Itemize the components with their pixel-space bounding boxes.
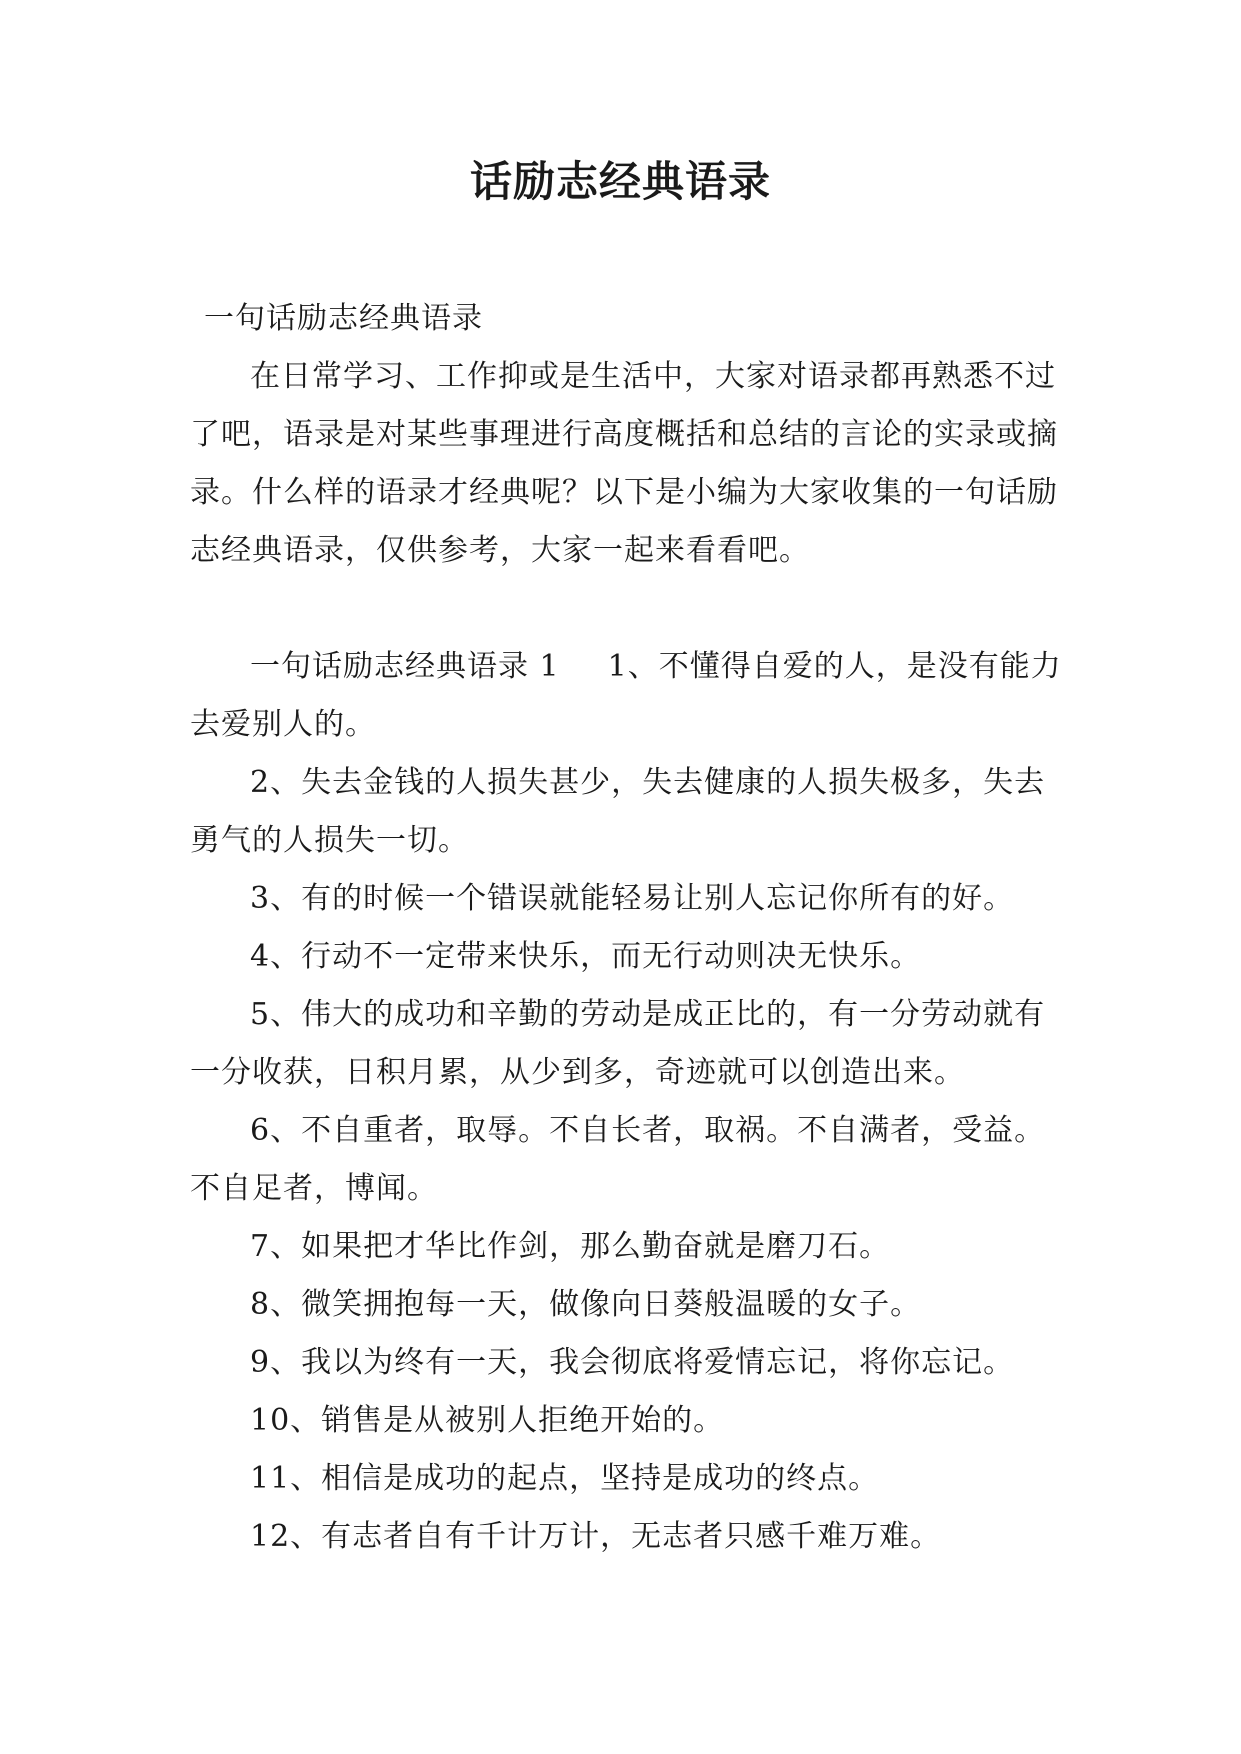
- section-heading: 一句话励志经典语录 1: [250, 649, 560, 684]
- quote-8: 8、微笑拥抱每一天，做像向日葵般温暖的女子。: [250, 1287, 922, 1322]
- intro-paragraph: 在日常学习、工作抑或是生活中，大家对语录都再熟悉不过了吧，语录是对某些事理进行高度概括和总结的言论的实录或摘录。什么样的语录才经典呢？以下是小编为大家收集的一句话励志经典语录，仅供参考，大家一起来看看吧。: [190, 359, 1058, 568]
- quote-12: 12、有志者自有千计万计，无志者只感千难万难。: [250, 1519, 942, 1554]
- quote-1: 1、不懂得自爱的人，是没有能力去爱别人的。: [190, 649, 1062, 742]
- quote-4: 4、行动不一定带来快乐，而无行动则决无快乐。: [250, 939, 922, 974]
- quote-3: 3、有的时候一个错误就能轻易让别人忘记你所有的好。: [250, 881, 1015, 916]
- section-first-paragraph: [190, 638, 1070, 754]
- document-body: [190, 290, 1070, 1566]
- quote-9: 9、我以为终有一天，我会彻底将爱情忘记，将你忘记。: [250, 1345, 1015, 1380]
- quote-6: 6、不自重者，取辱。不自长者，取祸。不自满者，受益。不自足者，博闻。: [190, 1113, 1046, 1206]
- quote-2: 2、失去金钱的人损失甚少，失去健康的人损失极多，失去勇气的人损失一切。: [190, 765, 1046, 858]
- quote-10: 10、销售是从被别人拒绝开始的。: [250, 1403, 725, 1438]
- quote-5: 5、伟大的成功和辛勤的劳动是成正比的，有一分劳动就有一分收获，日积月累，从少到多，奇迹就可以创造出来。: [190, 997, 1046, 1090]
- page-title: 话励志经典语录: [469, 157, 771, 206]
- document-subtitle: 一句话励志经典语录: [204, 301, 483, 336]
- quote-7: 7、如果把才华比作剑，那么勤奋就是磨刀石。: [250, 1229, 891, 1264]
- quote-11: 11、相信是成功的起点，坚持是成功的终点。: [250, 1461, 880, 1496]
